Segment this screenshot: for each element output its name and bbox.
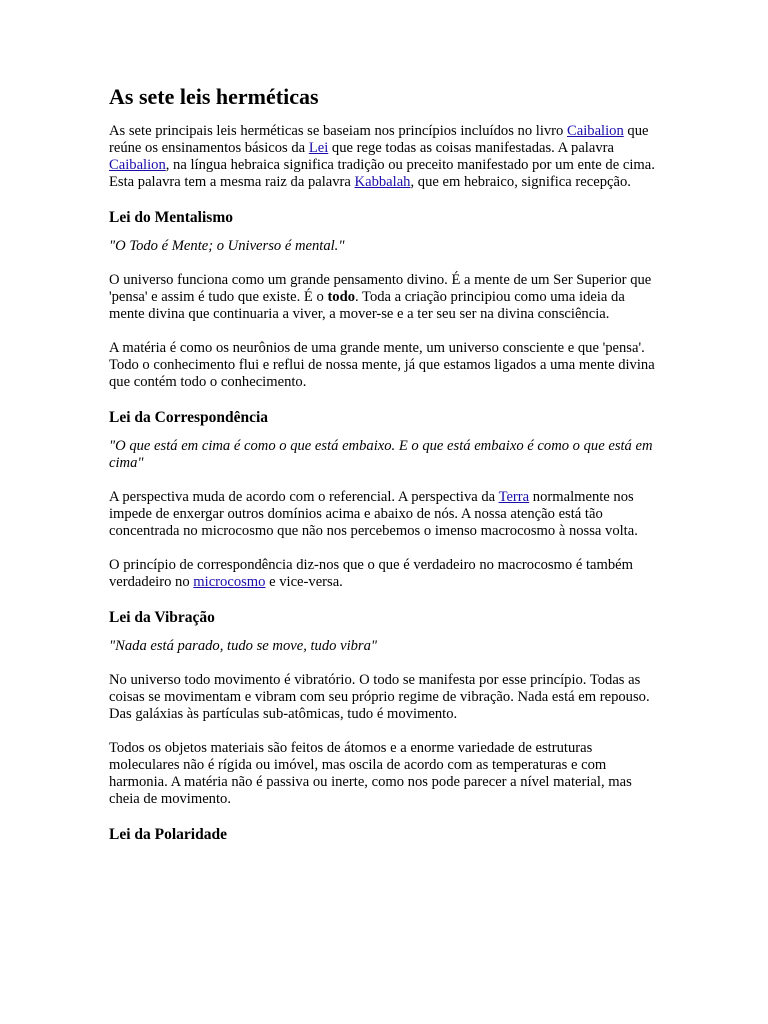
paragraph-correspondencia-2 xyxy=(109,557,659,591)
mentalismo-text-b: . Toda a criação principiou como uma ideia da mente divina que continuaria a viver, a mover-se e a ter seu ser na divina consciência. xyxy=(109,289,625,322)
paragraph-vibracao-1: No universo todo movimento é vibratório. O todo se manifesta por esse princípio. Todas as coisas se movimentam e vibram com seu próprio regime de vibração. Nada está em repouso. Das galáxias às partículas sub-atômicas, tudo é movimento. xyxy=(109,672,650,722)
mentalismo-bold-todo: todo xyxy=(327,289,356,305)
intro-text-3: que rege todas as coisas manifestadas. A palavra xyxy=(328,140,614,156)
caibalion-link[interactable]: Caibalion xyxy=(567,123,624,139)
paragraph-mentalismo-2: A matéria é como os neurônios de uma grande mente, um universo consciente e que 'pensa'. Todo o conhecimento flui e reflui de nossa mente, já que estamos ligados a uma mente divina que contém todo o conhecimento. xyxy=(109,340,655,390)
heading-polaridade: Lei da Polaridade xyxy=(109,826,227,843)
page-title: As sete leis herméticas xyxy=(109,84,319,109)
quote-vibracao: "Nada está parado, tudo se move, tudo vibra" xyxy=(109,638,378,654)
intro-text-4: , na língua hebraica significa tradição ou preceito manifestado por um ente de cima. Esta palavra tem a mesma raiz da palavra xyxy=(109,157,655,190)
heading-correspondencia: Lei da Correspondência xyxy=(109,409,269,426)
heading-vibracao: Lei da Vibração xyxy=(109,609,215,626)
kabbalah-link[interactable]: Kabbalah xyxy=(354,174,411,190)
quote-mentalismo: "O Todo é Mente; o Universo é mental." xyxy=(109,238,345,254)
intro-paragraph xyxy=(109,123,659,191)
intro-text-2: que reúne os ensinamentos básicos da xyxy=(109,123,649,156)
correspondencia-text-c: O princípio de correspondência diz-nos que o que é verdadeiro no macrocosmo é também verdadeiro no xyxy=(109,557,633,590)
quote-correspondencia: "O que está em cima é como o que está embaixo. E o que está embaixo é como o que está em cima" xyxy=(109,438,653,471)
mentalismo-text-a: O universo funciona como um grande pensamento divino. É a mente de um Ser Superior que 'pensa' e assim é tudo que existe. É o xyxy=(109,272,652,305)
paragraph-vibracao-2: Todos os objetos materiais são feitos de átomos e a enorme variedade de estruturas moleculares não é rígida ou imóvel, mas oscila de acordo com as temperaturas e com harmonia. A matéria não é passiva ou inerte, como nos pode parecer a nível material, mas cheia de movimento. xyxy=(109,740,632,807)
heading-mentalismo: Lei do Mentalismo xyxy=(109,209,233,226)
intro-text-1: As sete principais leis herméticas se baseiam nos princípios incluídos no livro xyxy=(109,123,567,139)
correspondencia-text-d: e vice-versa. xyxy=(265,574,343,590)
correspondencia-text-b: normalmente nos impede de enxergar outros domínios acima e abaixo de nós. A nossa atenção está tão concentrada no microcosmo que não nos percebemos o imenso macrocosmo à nossa volta. xyxy=(109,489,638,539)
correspondencia-text-a: A perspectiva muda de acordo com o referencial. A perspectiva da xyxy=(109,489,499,505)
microcosmo-link[interactable]: microcosmo xyxy=(193,574,266,590)
terra-link[interactable]: Terra xyxy=(498,489,530,505)
paragraph-mentalismo-1 xyxy=(109,272,659,323)
intro-text-5: , que em hebraico, significa recepção. xyxy=(410,174,631,190)
paragraph-correspondencia-1 xyxy=(109,489,659,540)
caibalion-link-2[interactable]: Caibalion xyxy=(109,157,166,173)
document-page xyxy=(109,84,659,855)
lei-link[interactable]: Lei xyxy=(308,140,329,156)
